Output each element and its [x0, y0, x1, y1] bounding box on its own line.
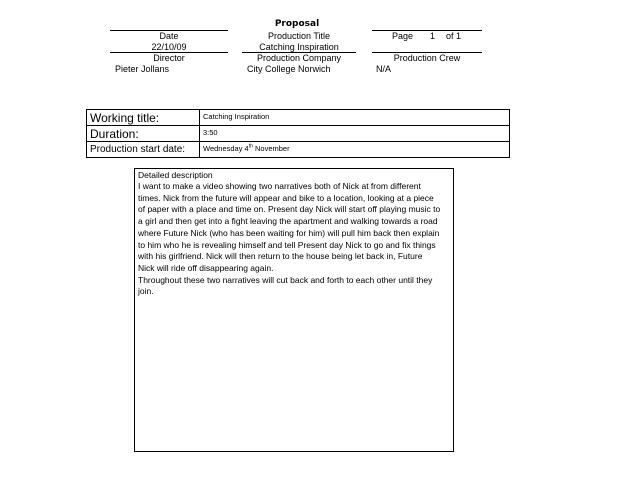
duration-value: 3:50 — [200, 126, 510, 142]
company-value: City College Norwich — [247, 64, 331, 74]
start-date-value — [200, 142, 510, 158]
start-date-row — [87, 142, 510, 158]
info-table — [86, 109, 510, 158]
working-title-label: Working title: — [87, 110, 200, 126]
page-label: Page — [392, 31, 414, 41]
director-value: Pieter Jollans — [115, 64, 170, 74]
header-rule-page-top — [372, 30, 482, 31]
page-number: 1 — [430, 31, 436, 41]
crew-label: Production Crew — [393, 53, 461, 63]
description-box — [134, 168, 454, 452]
description-text: I want to make a video showing two narratives both of Nick at from different times. Nick from the future will appear and bike to a location, looking at a piece of paper with a place and time on. Present day Nick will start off playing music to a girl and then get into a fight leaving the apartment and walking towards a road where Future Nick (who has been waiting for him) will pull him back then explain to him who he is revealing himself and tell Present day Nick to go and fix things with his girlfriend. Nick will then return to the house being let back in, Future Nick will ride off disappearing again. Throughout these two narratives will cut back and forth to each other until they join. — [138, 181, 441, 297]
start-date-day: Wednesday 4 — [203, 144, 249, 153]
production-title-label: Production Title — [267, 31, 331, 41]
crew-value: N/A — [376, 64, 392, 74]
director-label: Director — [153, 53, 185, 63]
proposal-title: Proposal — [274, 19, 320, 29]
duration-label: Duration: — [87, 126, 200, 142]
page-of: of 1 — [446, 31, 462, 41]
company-label: Production Company — [256, 53, 342, 63]
date-value: 22/10/09 — [151, 42, 187, 52]
description-label: Detailed description — [138, 170, 213, 180]
working-title-value: Catching Inspiration — [200, 110, 510, 126]
start-date-month: November — [252, 144, 290, 153]
production-title-value: Catching Inspiration — [259, 42, 339, 52]
start-date-suffix: th — [248, 143, 253, 150]
start-date-label: Production start date: — [87, 142, 200, 158]
duration-row — [87, 126, 510, 142]
date-label: Date — [159, 31, 179, 41]
working-title-row — [87, 110, 510, 126]
